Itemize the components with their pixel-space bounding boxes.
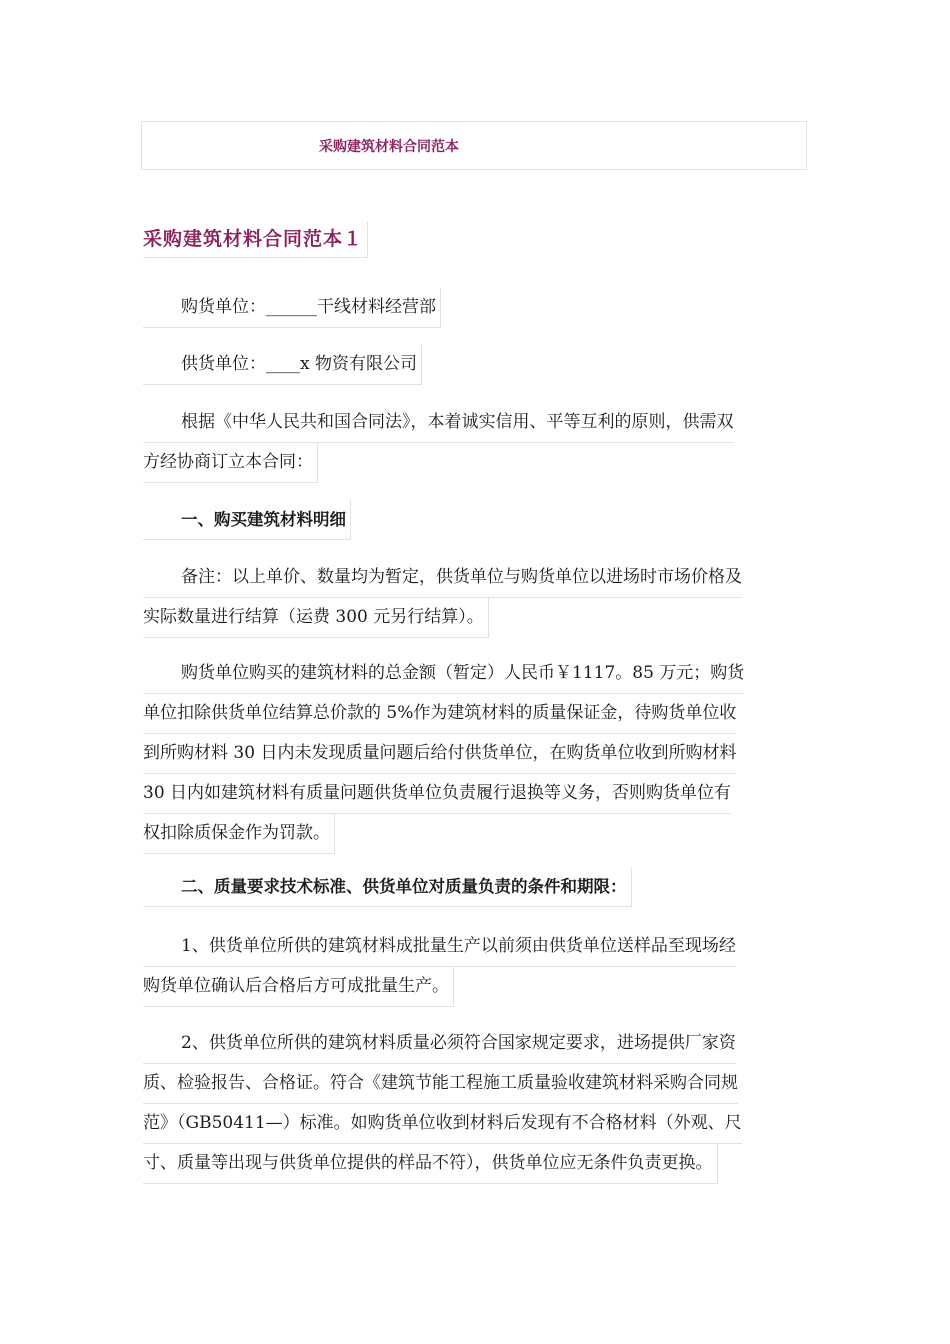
supplier-line: 供货单位：____x 物资有限公司 bbox=[143, 345, 422, 385]
buyer-paragraph bbox=[143, 288, 815, 328]
clause1-line: 购货单位确认后合格后方可成批量生产。 bbox=[143, 967, 454, 1007]
payment-line: 权扣除质保金作为罚款。 bbox=[143, 814, 335, 854]
intro-line: 方经协商订立本合同： bbox=[143, 443, 318, 483]
payment-line: 单位扣除供货单位结算总价款的 5%作为建筑材料的质量保证金，待购货单位收 bbox=[143, 694, 736, 734]
section1-heading bbox=[143, 500, 815, 540]
clause1-paragraph bbox=[143, 927, 815, 1007]
payment-paragraph bbox=[143, 654, 815, 854]
header-title: 采购建筑材料合同范本 bbox=[319, 139, 459, 155]
document-title: 采购建筑材料合同范本１ bbox=[143, 222, 368, 258]
note-line: 实际数量进行结算（运费 300 元另行结算）。 bbox=[143, 598, 489, 638]
buyer-line: 购货单位：______干线材料经营部 bbox=[143, 288, 441, 328]
clause2-paragraph bbox=[143, 1024, 815, 1184]
note-paragraph bbox=[143, 558, 815, 638]
clause2-line: 寸、质量等出现与供货单位提供的样品不符），供货单位应无条件负责更换。 bbox=[143, 1144, 718, 1184]
clause2-line: 范》（GB50411—）标准。如购货单位收到材料后发现有不合格材料（外观、尺 bbox=[143, 1104, 742, 1144]
payment-line: 30 日内如建筑材料有质量问题供货单位负责履行退换等义务，否则购货单位有 bbox=[143, 774, 731, 814]
intro-paragraph bbox=[143, 403, 815, 483]
clause2-line: 质、检验报告、合格证。符合《建筑节能工程施工质量验收建筑材料采购合同规 bbox=[143, 1064, 738, 1104]
clause1-line: 1、供货单位所供的建筑材料成批量生产以前须由供货单位送样品至现场经 bbox=[143, 927, 736, 967]
payment-line: 到所购材料 30 日内未发现质量问题后给付供货单位，在购货单位收到所购材料 bbox=[143, 734, 736, 774]
clause2-line: 2、供货单位所供的建筑材料质量必须符合国家规定要求，进场提供厂家资 bbox=[143, 1024, 736, 1064]
section2-heading-text: 二、质量要求技术标准、供货单位对质量负责的条件和期限： bbox=[143, 867, 632, 907]
payment-line: 购货单位购买的建筑材料的总金额（暂定）人民币￥1117。85 万元；购货 bbox=[143, 654, 744, 694]
note-line: 备注：以上单价、数量均为暂定，供货单位与购货单位以进场时市场价格及 bbox=[143, 558, 742, 598]
header-box bbox=[141, 121, 807, 170]
supplier-paragraph bbox=[143, 345, 815, 385]
section2-heading bbox=[143, 867, 815, 907]
intro-line: 根据《中华人民共和国合同法》，本着诚实信用、平等互利的原则，供需双 bbox=[143, 403, 734, 443]
section1-heading-text: 一、购买建筑材料明细 bbox=[143, 500, 351, 540]
